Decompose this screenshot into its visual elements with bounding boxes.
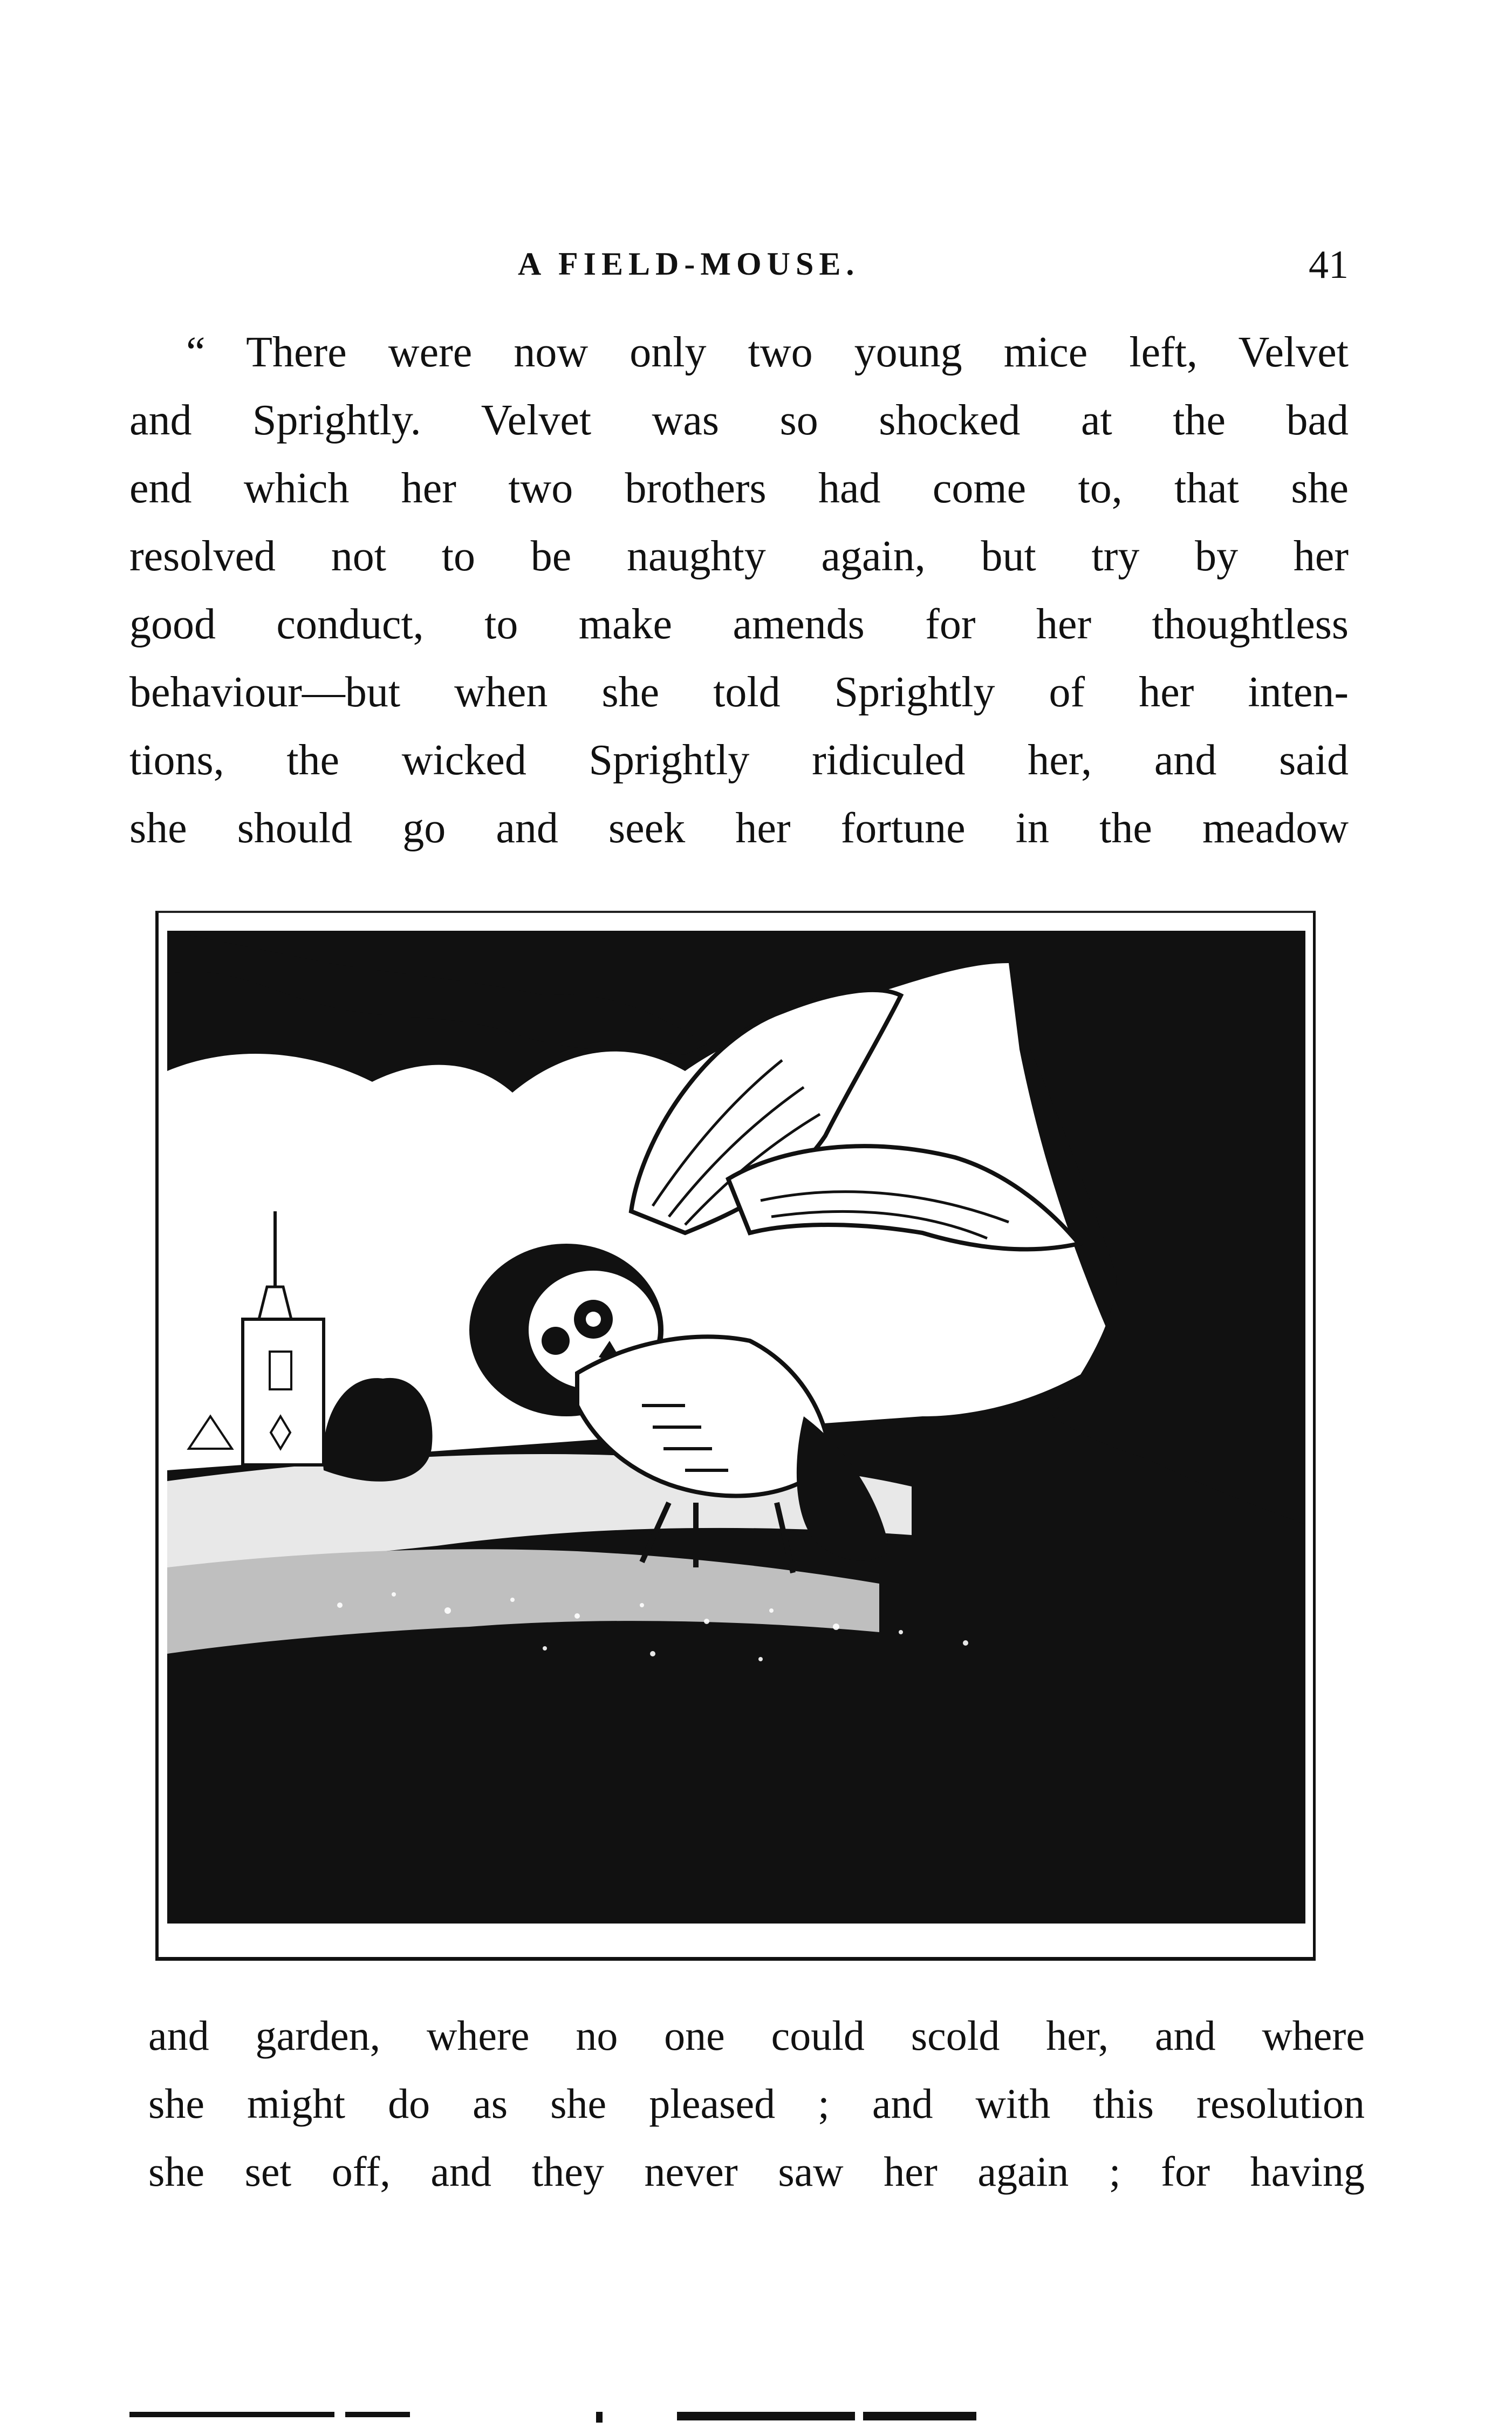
text-line: and Sprightly. Velvet was so shocked at the bad [129,397,1349,444]
print-artifact-rule [345,2412,410,2417]
text-line: she should go and seek her fortune in the meadow [129,804,1349,852]
text-line: “ There were now only two young mice left, Velvet [186,329,1349,376]
print-artifact-rule [677,2412,855,2420]
text-line: tions, the wicked Sprightly ridiculed her, and said [129,736,1349,784]
text-line: behaviour—but when she told Sprightly of her inten- [129,669,1349,716]
owl-illustration [167,931,1305,1924]
text-line: end which her two brothers had come to, that she [129,465,1349,512]
text-line: resolved not to be naughty again, but try by her [129,533,1349,580]
print-artifact-rule [863,2412,976,2420]
text-line: she might do as she pleased ; and with this resolution [148,2080,1365,2127]
text-line: she set off, and they never saw her again ; for having [148,2148,1365,2195]
print-artifact-rule [129,2412,334,2417]
running-header [129,245,1349,294]
text-line: and garden, where no one could scold her, and where [148,2012,1365,2059]
paragraph-top [129,318,1349,862]
paragraph-bottom [148,2002,1365,2206]
page-number: 41 [1309,243,1349,287]
text-line: good conduct, to make amends for her thoughtless [129,601,1349,648]
print-artifact-rule [596,2412,603,2423]
owl-woodcut-image [167,931,1305,1924]
running-title: A FIELD-MOUSE. [518,246,860,282]
